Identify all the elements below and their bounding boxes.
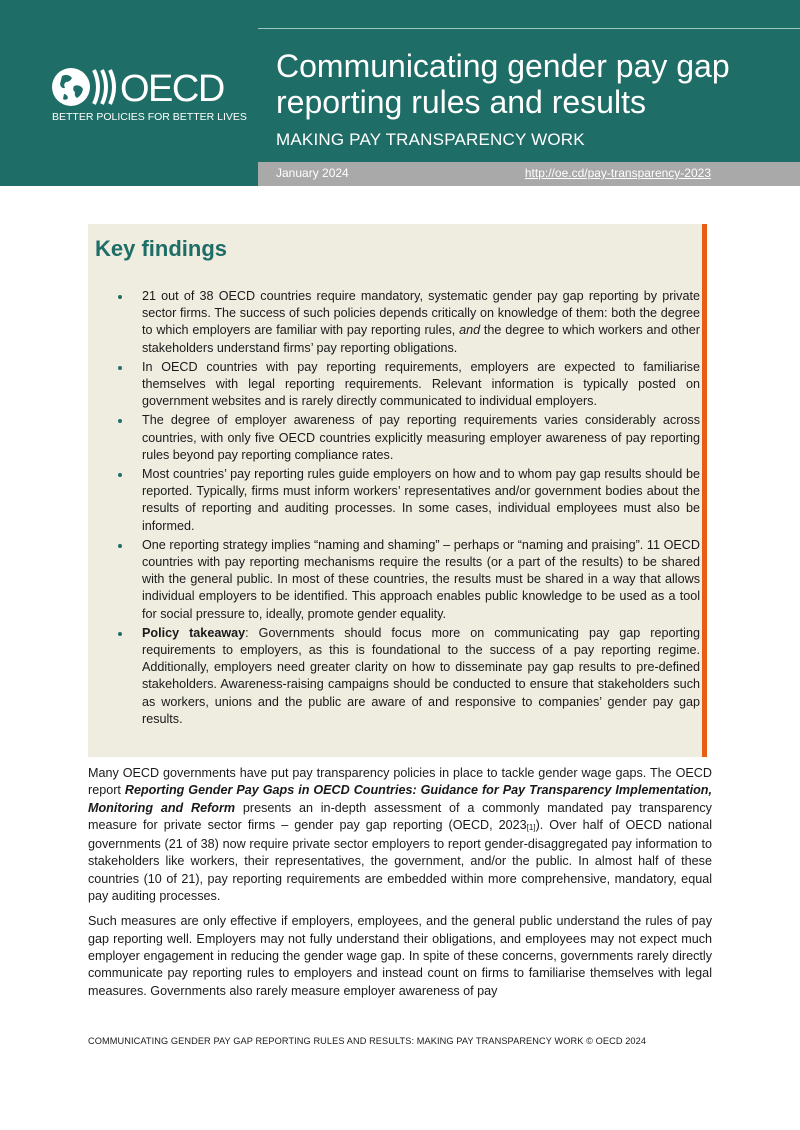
header-banner	[0, 0, 800, 186]
report-title: Reporting Gender Pay Gaps in OECD Countries: Guidance for Pay Transparency Implementation, Monitoring and Reform	[88, 783, 712, 815]
key-findings-box	[88, 224, 707, 757]
finding-text: the degree to which workers and other stakeholders understand firms’ pay reporting obligations.	[142, 323, 700, 355]
logo-tagline: BETTER POLICIES FOR BETTER LIVES	[52, 111, 247, 123]
finding-text: 21 out of 38 OECD countries require mandatory, systematic gender pay gap reporting by private sector firms. The success of such policies depends critically on knowledge of them: both the degree to which employers are familiar with pay reporting rules,	[142, 289, 700, 338]
report-link[interactable]: http://oe.cd/pay-transparency-2023	[524, 166, 711, 180]
logo-wordmark: OECD	[120, 68, 224, 110]
page-title: Communicating gender pay gap reporting rules and results	[276, 48, 730, 120]
globe-icon	[50, 66, 120, 110]
body-paragraph: Many OECD governments have put pay transparency policies in place to tackle gender wage gaps. The OECD report Reporting Gender Pay Gaps in OECD Countries: Guidance for Pay Transparency Implementation, Monitoring and Reform presents an in-depth assessment of a commonly mandated pay transparency measure for private sector firms – gender pay gap reporting (OECD, 2023[1]). Over half of OECD national governments (21 of 38) now require private sector employers to report gender-disaggregated pay information to stakeholders like workers, their representatives, the government, and/or the public. In almost half of these countries (10 of 21), pay reporting requirements are embedded within more comprehensive, mandatory, equal pay auditing processes.	[88, 766, 712, 904]
page-subtitle: MAKING PAY TRANSPARENCY WORK	[276, 130, 585, 149]
key-findings-list	[114, 288, 700, 730]
body-paragraph: Such measures are only effective if employers, employees, and the general public understand the rules of pay gap reporting well. Employers may not fully understand their obligations, and employees may not expect much employer engagement in reducing the gender wage gap. In spite of these concerns, governments rarely directly communicate pay reporting rules to employers and instead count on firms to familiarise themselves with legal measures. Governments also rarely measure employer awareness of pay	[88, 914, 712, 998]
policy-takeaway-label: Policy takeaway	[142, 625, 246, 640]
finding-text: : Governments should focus more on communicating pay gap reporting requirements to employers, as this is foundational to the success of a pay reporting regime. Additionally, employers need greater clarity on how to disseminate pay gap results to pre-defined stakeholders. Awareness-raising campaigns should be conducted to ensure that stakeholders such as workers, unions and the public are aware of and responsive to companies’ gender pay gap results.	[142, 625, 700, 726]
citation-ref[interactable]: [1]	[526, 822, 536, 832]
oecd-logo	[50, 66, 247, 126]
list-item	[114, 288, 700, 357]
publication-date: January 2024	[276, 166, 349, 180]
key-findings-heading: Key findings	[95, 236, 228, 261]
list-item: In OECD countries with pay reporting requirements, employers are expected to familiarise themselves with legal reporting requirements. Relevant information is typically posted on government websites and is rarely directly communicated to individual employers.	[114, 359, 700, 411]
header-rule	[258, 28, 800, 29]
list-item: The degree of employer awareness of pay reporting requirements varies considerably across countries, with only five OECD countries explicitly measuring employer awareness of pay reporting rules beyond pay reporting compliance rates.	[114, 412, 700, 464]
list-item	[114, 625, 700, 728]
finding-emphasis: and	[459, 323, 481, 338]
page-footer: COMMUNICATING GENDER PAY GAP REPORTING RULES AND RESULTS: MAKING PAY TRANSPARENCY WORK © OECD 2024	[88, 1036, 647, 1046]
meta-bar	[258, 162, 800, 186]
body-text	[88, 765, 712, 1008]
list-item: Most countries’ pay reporting rules guide employers on how and to whom pay gap results should be reported. Typically, firms must inform workers’ representatives and/or government bodies about the results of reporting and auditing processes. In some cases, individual employees must also be informed.	[114, 466, 700, 535]
list-item: One reporting strategy implies “naming and shaming” – perhaps or “naming and praising”. 11 OECD countries with pay reporting mechanisms require the results (or a part of the results) to be shared with the general public. In most of these countries, the results must be shared in a way that allows individual employers to be identified. This approach enables public knowledge to be used as a tool for social pressure to, ideally, promote gender equality.	[114, 537, 700, 623]
